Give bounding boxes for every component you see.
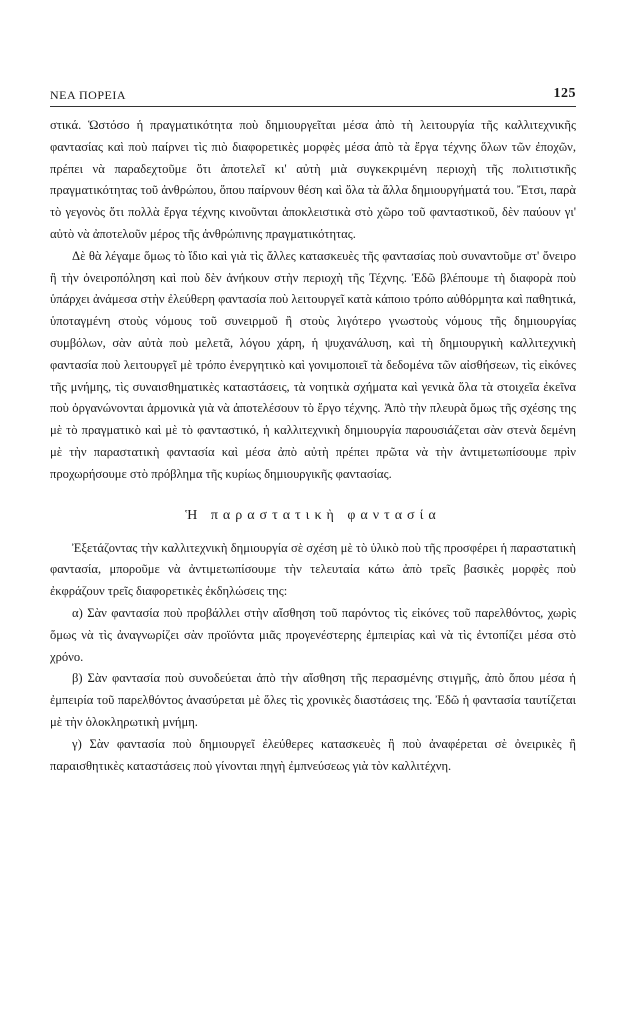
paragraph-3: Ἐξετάζοντας τὴν καλλιτεχνικὴ δημιουργία σὲ σχέση μὲ τὸ ὑλικὸ ποὺ τῆς προσφέρει ἡ παραστατικὴ φαντασία, μποροῦμε νὰ ἀντιμετωπίσουμε τὴν τελευταία κάτω ἀπὸ τρεῖς βασικὲς μορφὲς ποὺ ἐκφράζουν τρεῖς διαφορετικὲς ἐκδηλώσεις της:: [50, 540, 576, 599]
list-item-a: α) Σὰν φαντασία ποὺ προβάλλει στὴν αἴσθηση τοῦ παρόντος τὶς εἰκόνες τοῦ παρελθόντος, χωρὶς ὅμως νὰ τὶς ἀναγνωρίζει σὰν προϊόντα μιᾶς προγενέστερης ἐμπειρίας καὶ νὰ τὶς ἐντοπίζει μέσα στὸ χρόνο.: [50, 605, 576, 664]
running-header: [50, 84, 576, 106]
paragraph-2: Δὲ θὰ λέγαμε ὅμως τὸ ἴδιο καὶ γιὰ τὶς ἄλλες κατασκευὲς τῆς φαντασίας ποὺ συναντοῦμε στ' ὄνειρο ἢ τὴν ὀνειροπόληση καὶ ποὺ δὲν ἀνήκουν στὴν περιοχὴ τῆς Τέχνης. Ἐδῶ βλέπουμε τὴ διαφορὰ ποὺ ὑπάρχει ἀνάμεσα στὴν ἐλεύθερη φαντασία ποὺ λειτουργεῖ κατὰ κάποιο τρόπο αὐθόρμητα καὶ παθητικά, ὑποταγμένη στοὺς νόμους τοῦ συνειρμοῦ ἢ στοὺς λιγότερο γνωστοὺς νόμους τῆς δημιουργίας συμβόλων, σὰν αὐτὰ ποὺ μελετᾶ, λόγου χάρη, ἡ ψυχανάλυση, καὶ τὴ δημιουργικὴ καλλιτεχνικὴ φαντασία ποὺ λειτουργεῖ μὲ τρόπο ἐνεργητικὸ καὶ γονιμοποιεῖ τὰ δεδομένα τῶν αἰσθήσεων, τὶς εἰκόνες τῆς μνήμης, τὶς συναισθηματικὲς καταστάσεις, τὰ νοητικὰ σχήματα καὶ γενικὰ ὅλα τὰ στοιχεῖα ἐκεῖνα ποὺ ὀργανώνονται ἁρμονικὰ γιὰ νὰ ἀποτελέσουν τὸ ἔργο τέχνης. Ἀπὸ τὴν πλευρὰ ὅμως τῆς σχέσης της μὲ τὸ πραγματικὸ καὶ μὲ τὸ φανταστικό, ἡ καλλιτεχνικὴ δημιουργία παρουσιάζεται σὰν στενὰ δεμένη μὲ τὴν παραστατικὴ φαντασία καὶ μέσα ἀπὸ αὐτὴ πρέπει πρῶτα νὰ τὴν ἀντιμετωπίσουμε πρὶν προχωρήσουμε στὸ πρόβλημα τῆς κυρίως δημιουργικῆς φαντασίας.: [50, 248, 576, 481]
paragraph-1: στικά. Ὡστόσο ἡ πραγματικότητα ποὺ δημιουργεῖται μέσα ἀπὸ τὴ λειτουργία τῆς καλλιτεχνικῆς φαντασίας καὶ ποὺ παίρνει τὶς πιὸ διαφορετικὲς μορφὲς μέσα ἀπὸ τὰ ἔργα τέχνης ὅλων τῶν ἐποχῶν, πρέπει νὰ παραδεχτοῦμε ὅτι ἀποτελεῖ κι' αὐτὴ μιὰ συγκεκριμένη περιοχὴ τῆς πολιτιστικῆς πραγματικότητας τοῦ ἀνθρώπου, ὅπου παίρνουν θέση καὶ ὅλα τὰ ἄλλα δημιουργήματά του. Ἔτσι, παρὰ τὸ γεγονὸς ὅτι πολλὰ ἔργα τέχνης κινοῦνται ἀποκλειστικὰ στὸ χῶρο τοῦ φανταστικοῦ, δὲν παύουν γι' αὐτὸ νὰ ἀποτελοῦν μέρος τῆς ἀνθρώπινης πραγματικότητας.: [50, 118, 576, 241]
list-item-b: β) Σὰν φαντασία ποὺ συνοδεύεται ἀπὸ τὴν αἴσθηση τῆς περασμένης στιγμῆς, ἀπὸ ὅπου μέσα ἡ ἐμπειρία τοῦ παρελθόντος ἀνασύρεται μὲ ὅλες τὶς χρονικὲς διαστάσεις της. Ἐδῶ ἡ φαντασία ταυτίζεται μὲ τὴν ὁλοκληρωτικὴ μνήμη.: [50, 671, 576, 729]
page-number: 125: [553, 86, 576, 101]
book-page: [50, 84, 576, 984]
section-heading: Ἡ παραστατικὴ φαντασία: [185, 507, 441, 523]
journal-title: ΝΕΑ ΠΟΡΕΙΑ: [50, 88, 126, 102]
list-item-c: γ) Σὰν φαντασία ποὺ δημιουργεῖ ἐλεύθερες κατασκευὲς ἢ ποὺ ἀναφέρεται σὲ ὀνειρικὲς ἢ παραισθητικὲς καταστάσεις ποὺ γίνονται πηγὴ ἐμπνεύσεως γιὰ τὸν καλλιτέχνη.: [50, 736, 576, 773]
header-rule: [50, 106, 576, 107]
